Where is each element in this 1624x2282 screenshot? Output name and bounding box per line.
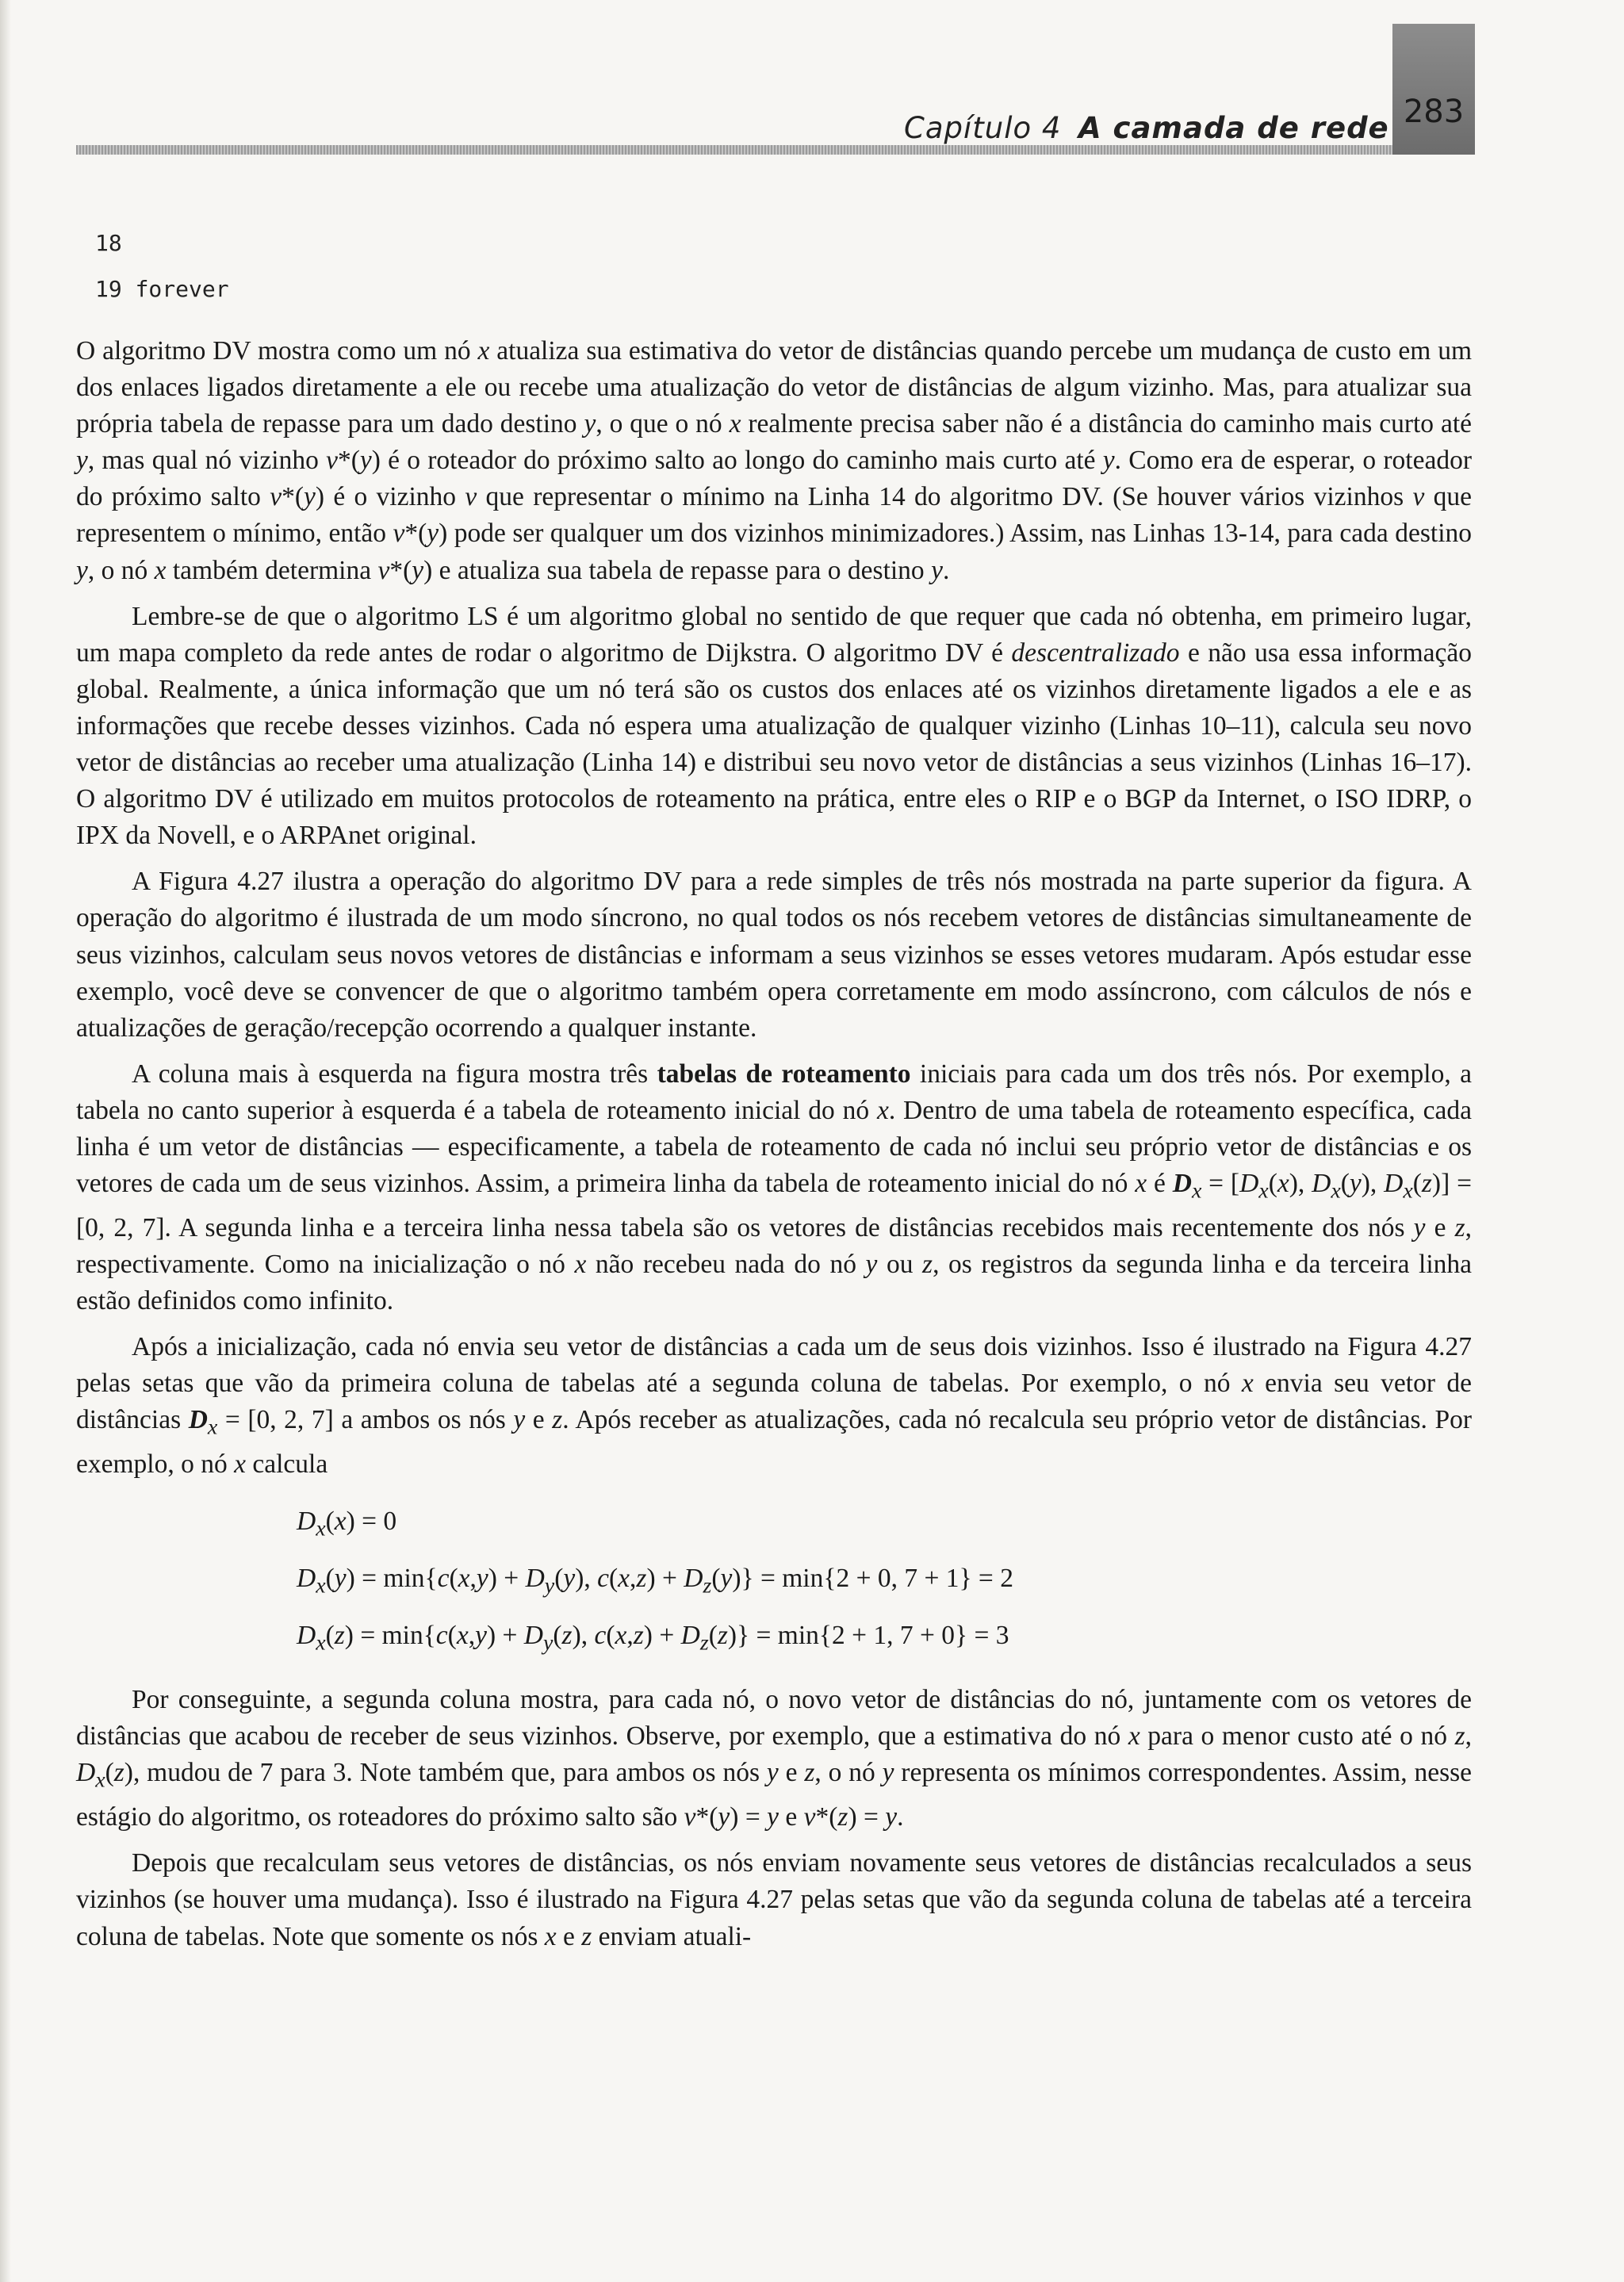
body-text [76, 333, 1472, 1965]
paragraph: A Figura 4.27 ilustra a operação do algoritmo DV para a rede simples de três nós mostrada na parte superior da figura. A operação do algoritmo é ilustrada de um modo síncrono, no qual todos os nós recebem vetores de distâncias simultaneamente de seus vizinhos, calculam seus novos vetores de distâncias e informam a seus vizinhos se esses vetores mudaram. Após estudar esse exemplo, você deve se convencer de que o algoritmo também opera corretamente em modo assíncrono, com cálculos de nós e atualizações de geração/recepção ocorrendo a qualquer instante. [76, 867, 1472, 1043]
equation-block [297, 1497, 1472, 1667]
paragraph: Depois que recalculam seus vetores de distâncias, os nós enviam novamente seus vetores de distâncias recalculados a seus vizinhos (se houver uma mudança). Isso é ilustrado na Figura 4.27 pelas setas que vão da segunda coluna de tabelas até a terceira coluna de tabelas. Note que somente os nós x e z enviam atuali- [76, 1848, 1472, 1951]
running-header [0, 0, 1624, 159]
code-line [95, 220, 571, 266]
equation-line: $D_x(z) = \min\{c(x,y) + D_y(z)$, $c(x,z) + D_z(z)\} = \min\{2 + 1$, 7 + 0} = 3 [297, 1620, 1009, 1656]
paragraph: Após a inicialização, cada nó envia seu vetor de distâncias a cada um de seus dois vizinhos. Isso é ilustrado na Figura 4.27 pelas setas que vão da primeira coluna de tabelas até a segunda coluna de tabelas. Por exemplo, o nó x envia seu vetor de distâncias $D_x = [0$, 2, 7] a ambos os nós y e z. Após receber as atualizações, cada nó recalcula seu próprio vetor de distâncias. Por exemplo, o nó x calcula [76, 1332, 1472, 1480]
paragraph: Lembre-se de que o algoritmo LS é um algoritmo global no sentido de que requer que cada nó obtenha, em primeiro lugar, um mapa completo da rede antes de rodar o algoritmo de Dijkstra. O algoritmo DV é descentralizado e não usa essa informação global. Realmente, a única informação que um nó terá são os custos dos enlaces até os vizinhos diretamente ligados a ele e as informações que recebe desses vizinhos. Cada nó espera uma atualização de qualquer vizinho (Linhas 10–11), calcula seu novo vetor de distâncias ao receber uma atualização (Linha 14) e distribui seu novo vetor de distâncias a seus vizinhos (Linhas 16–17). O algoritmo DV é utilizado em muitos protocolos de roteamento na prática, entre eles o RIP e o BGP da Internet, o ISO IDRP, o IPX da Novell, e o ARPAnet original. [76, 601, 1472, 851]
equation-line: $D_x(x) = 0$ [297, 1507, 397, 1541]
paragraph: A coluna mais à esquerda na figura mostra três tabelas de roteamento iniciais para cada um dos três nós. Por exemplo, a tabela no canto superior à esquerda é a tabela de roteamento inicial do nó x. Dentro de uma tabela de roteamento específica, cada linha é um vetor de distâncias — especificamente, a tabela de roteamento de cada nó inclui seu próprio vetor de distâncias e os vetores de cada um de seus vizinhos. Assim, a primeira linha da tabela de roteamento inicial do nó x é $D_x = [D_x(x)$, $D_x(y)$, $D_x(z)] = [0$, 2, 7]. A segunda linha e a terceira linha nessa tabela são os vetores de distâncias recebidos mais recentemente dos nós y e z, respectivamente. Como na inicialização o nó x não recebeu nada do nó y ou z, os registros da segunda linha e da terceira linha estão definidos como infinito. [76, 1059, 1473, 1316]
page-number: 283 [1403, 94, 1465, 130]
header-title: A camada de rede [1078, 111, 1389, 145]
header-rule [76, 145, 1473, 155]
paragraph: Por conseguinte, a segunda coluna mostra, para cada nó, o novo vetor de distâncias do nó, juntamente com os vetores de distâncias que acabou de receber de seus vizinhos. Observe, por exemplo, que a estimativa do nó x para o menor custo até o nó z, $D_x(z)$, mudou de 7 para 3. Note também que, para ambos os nós y e z, o nó y representa os mínimos correspondentes. Assim, nesse estágio do algoritmo, os roteadores do próximo salto são v*(y) = y e v*(z) = y. [76, 1685, 1473, 1832]
code-line [95, 266, 571, 312]
page-number-tab [1392, 24, 1475, 155]
header-chapter: Capítulo 4 [904, 111, 1062, 145]
code-line-number: 19 [95, 276, 122, 302]
page-edge-shadow [0, 0, 11, 2282]
code-line-text: forever [135, 276, 229, 302]
pseudocode-block [95, 220, 571, 312]
equation-line: $D_x(y) = \min\{c(x,y) + D_y(y)$, $c(x,z) + D_z(y)\} = \min\{2 + 0$, 7 + 1} = 2 [297, 1563, 1013, 1599]
code-line-number: 18 [95, 230, 122, 256]
paragraph: O algoritmo DV mostra como um nó x atualiza sua estimativa do vetor de distâncias quando percebe um mudança de custo em um dos enlaces ligados diretamente a ele ou recebe uma atualização do vetor de distâncias de algum vizinho. Mas, para atualizar sua própria tabela de repasse para um dado destino y, o que o nó x realmente precisa saber não é a distância do caminho mais curto até y, mas qual nó vizinho v*(y) é o roteador do próximo salto ao longo do caminho mais curto até y. Como era de esperar, o roteador do próximo salto v*(y) é o vizinho v que representar o mínimo na Linha 14 do algoritmo DV. (Se houver vários vizinhos v que representem o mínimo, então v*(y) pode ser qualquer um dos vizinhos minimizadores.) Assim, nas Linhas 13-14, para cada destino y, o nó x também determina v*(y) e atualiza sua tabela de repasse para o destino y. [76, 336, 1473, 585]
